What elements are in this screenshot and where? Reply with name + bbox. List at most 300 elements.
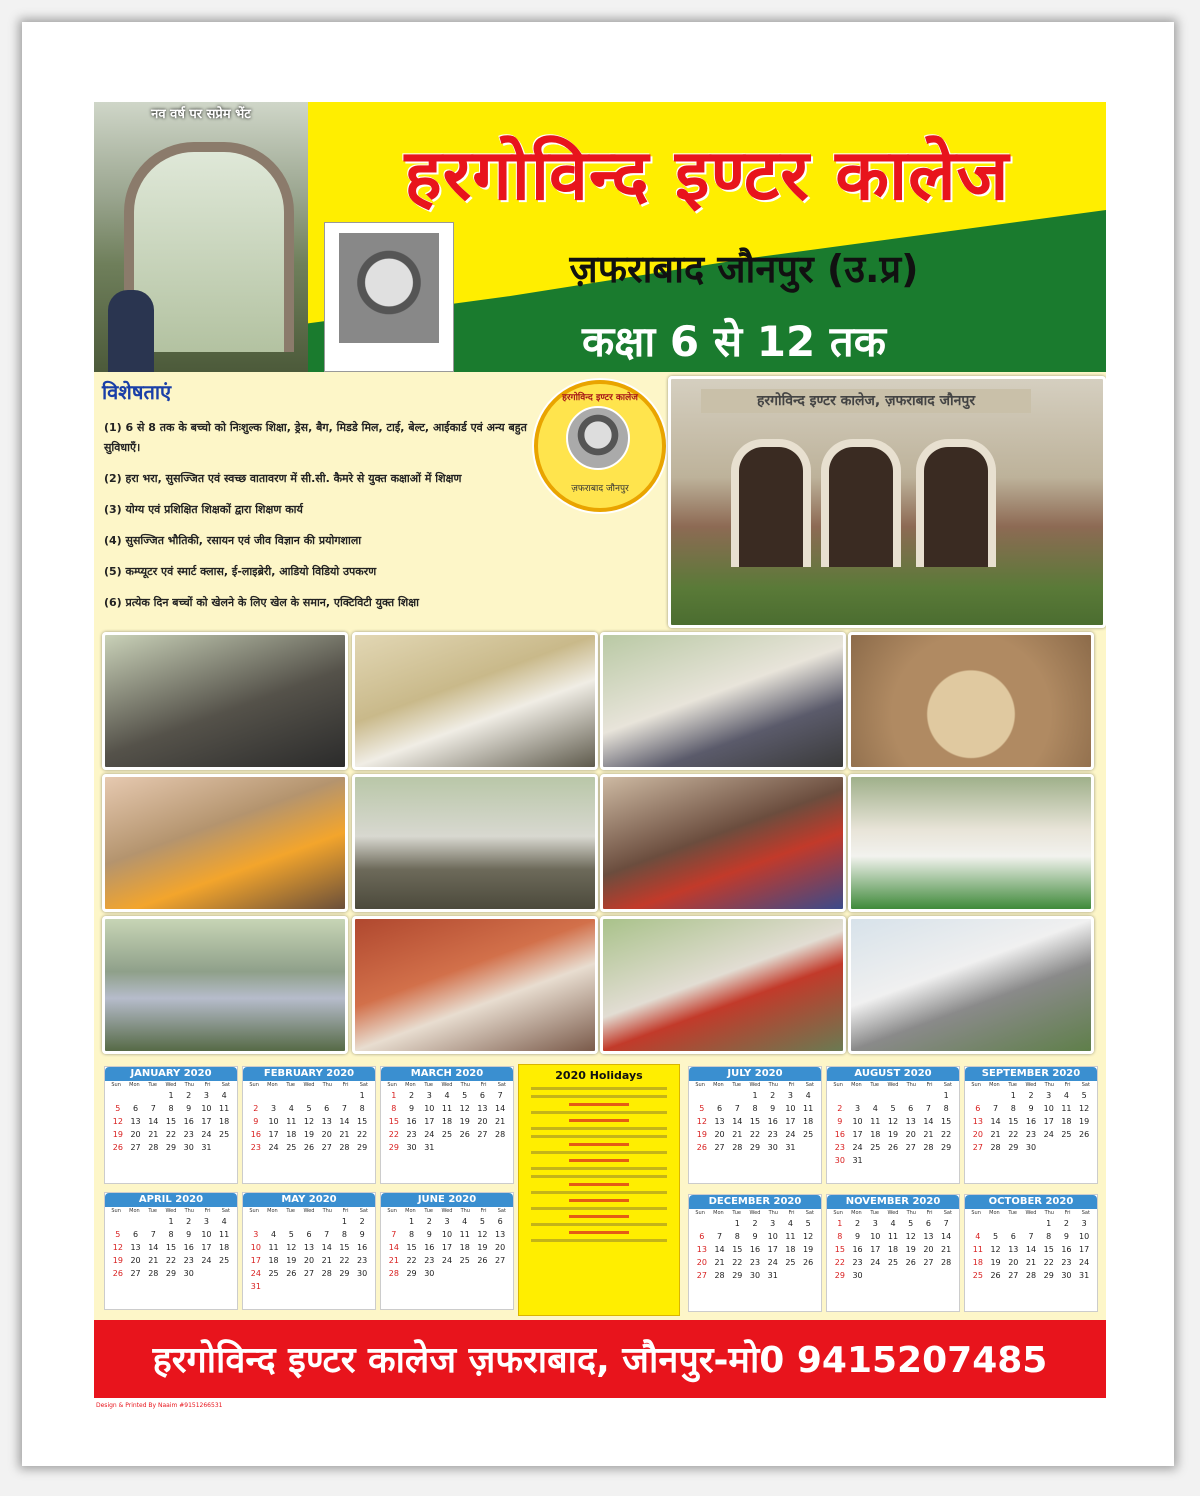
- day-number: 17: [852, 1130, 863, 1139]
- weekday-label: Fri: [926, 1082, 933, 1088]
- day-number: 4: [221, 1091, 227, 1100]
- day-number: 15: [732, 1245, 743, 1254]
- day-number: 19: [905, 1245, 916, 1254]
- day-number: 18: [459, 1243, 470, 1252]
- day-number: 11: [887, 1232, 899, 1241]
- day-number: 22: [1043, 1258, 1054, 1267]
- holiday-line: [531, 1151, 667, 1154]
- weekday-header: [381, 1081, 513, 1089]
- day-number: 19: [477, 1243, 488, 1252]
- weekday-label: Sun: [387, 1208, 397, 1214]
- day-number: 8: [943, 1104, 949, 1113]
- day-number: 25: [870, 1143, 881, 1152]
- day-number: 21: [1025, 1258, 1037, 1267]
- day-number: 28: [714, 1271, 725, 1280]
- day-number: 15: [1008, 1117, 1019, 1126]
- day-number: 4: [805, 1091, 811, 1100]
- day-number: 7: [150, 1230, 156, 1239]
- month-calendar: [964, 1194, 1098, 1312]
- day-number: 2: [770, 1091, 776, 1100]
- day-number: 21: [495, 1117, 506, 1126]
- month-calendar: [826, 1066, 960, 1184]
- weekday-label: Sat: [805, 1210, 814, 1216]
- day-number: 12: [112, 1117, 123, 1126]
- day-number: 11: [1061, 1104, 1072, 1113]
- day-number: 3: [253, 1230, 259, 1239]
- day-number: 12: [1079, 1104, 1090, 1113]
- day-number: 23: [424, 1256, 435, 1265]
- weekday-label: Wed: [887, 1082, 899, 1088]
- day-number: 25: [459, 1256, 470, 1265]
- day-number: 13: [495, 1230, 506, 1239]
- weekday-label: Thu: [906, 1082, 916, 1088]
- day-number: 7: [341, 1104, 347, 1113]
- empty-day: [318, 1091, 336, 1100]
- day-number: 20: [1008, 1258, 1019, 1267]
- day-number: 27: [495, 1256, 506, 1265]
- holiday-line: [569, 1183, 629, 1186]
- empty-day: [849, 1091, 867, 1100]
- weekday-label: Thu: [768, 1082, 778, 1088]
- day-number: 4: [221, 1217, 227, 1226]
- day-number: 7: [497, 1091, 503, 1100]
- day-number: 28: [388, 1269, 399, 1278]
- holiday-line: [531, 1239, 667, 1242]
- feature-item: (2) हरा भरा, सुसज्जित एवं स्वच्छ वातावरण में सी.सी. कैमरे से युक्त कक्षाओं में शिक्षण: [104, 472, 462, 485]
- day-number: 6: [133, 1104, 139, 1113]
- empty-day: [385, 1217, 403, 1226]
- day-number: 14: [321, 1243, 332, 1252]
- new-year-tagline: नव वर्ष पर सप्रेम भेंट: [151, 107, 251, 122]
- weekday-label: Tue: [148, 1082, 157, 1088]
- day-number: 21: [941, 1245, 952, 1254]
- day-number: 20: [696, 1258, 707, 1267]
- holiday-line: [531, 1175, 667, 1178]
- day-number: 18: [870, 1130, 881, 1139]
- empty-day: [336, 1091, 354, 1100]
- weekday-label: Fri: [788, 1082, 795, 1088]
- day-number: 17: [268, 1130, 279, 1139]
- day-number: 25: [1061, 1130, 1072, 1139]
- day-number: 31: [785, 1143, 796, 1152]
- class-range: कक्षा 6 से 12 तक: [582, 317, 886, 366]
- day-number: 26: [696, 1143, 707, 1152]
- weekday-label: Sun: [111, 1082, 121, 1088]
- month-name: AUGUST 2020: [827, 1067, 959, 1081]
- day-number: 6: [324, 1104, 330, 1113]
- college-location: ज़फराबाद जौनपुर (उ.प्र): [569, 247, 919, 291]
- day-number: 10: [424, 1104, 435, 1113]
- day-number: 5: [115, 1230, 121, 1239]
- day-number: 12: [459, 1104, 470, 1113]
- day-number: 19: [112, 1256, 123, 1265]
- day-grid: [243, 1215, 375, 1293]
- empty-day: [247, 1217, 265, 1226]
- day-number: 2: [359, 1217, 365, 1226]
- seal-portrait: [566, 406, 630, 470]
- day-number: 17: [767, 1245, 778, 1254]
- day-number: 9: [837, 1117, 843, 1126]
- day-number: 22: [357, 1130, 368, 1139]
- day-number: 24: [441, 1256, 453, 1265]
- day-number: 25: [286, 1143, 297, 1152]
- day-number: 27: [696, 1271, 707, 1280]
- empty-day: [884, 1091, 902, 1100]
- weekday-label: Tue: [424, 1082, 433, 1088]
- day-number: 21: [321, 1256, 332, 1265]
- day-number: 23: [183, 1130, 194, 1139]
- day-number: 11: [803, 1104, 814, 1113]
- weekday-label: Fri: [204, 1082, 211, 1088]
- day-number: 11: [286, 1117, 297, 1126]
- empty-day: [902, 1091, 920, 1100]
- day-number: 13: [303, 1243, 315, 1252]
- day-number: 5: [115, 1104, 121, 1113]
- day-number: 27: [321, 1143, 332, 1152]
- day-number: 3: [787, 1091, 793, 1100]
- day-number: 10: [268, 1117, 279, 1126]
- month-name: FEBRUARY 2020: [243, 1067, 375, 1081]
- day-number: 15: [388, 1117, 399, 1126]
- day-number: 15: [406, 1243, 417, 1252]
- day-number: 29: [1043, 1271, 1054, 1280]
- day-number: 7: [150, 1104, 156, 1113]
- holiday-list-panel: [518, 1064, 680, 1316]
- day-number: 7: [993, 1104, 999, 1113]
- day-number: 14: [495, 1104, 506, 1113]
- school-gate-photo: [94, 102, 308, 372]
- weekday-header: [965, 1081, 1097, 1089]
- holiday-line: [531, 1135, 667, 1138]
- day-number: 3: [1081, 1219, 1087, 1228]
- day-number: 1: [359, 1091, 365, 1100]
- holidays-title: 2020 Holidays: [555, 1069, 643, 1082]
- day-number: 18: [219, 1243, 230, 1252]
- day-number: 8: [359, 1104, 365, 1113]
- empty-day: [866, 1091, 884, 1100]
- day-number: 6: [1010, 1232, 1016, 1241]
- weekday-label: Wed: [303, 1208, 315, 1214]
- month-calendar: [104, 1192, 238, 1310]
- weekday-label: Fri: [342, 1082, 349, 1088]
- weekday-label: Mon: [989, 1082, 1000, 1088]
- day-number: 13: [972, 1117, 983, 1126]
- day-number: 24: [250, 1269, 261, 1278]
- day-number: 12: [905, 1232, 916, 1241]
- weekday-label: Fri: [480, 1208, 487, 1214]
- day-number: 21: [732, 1130, 743, 1139]
- empty-day: [144, 1217, 162, 1226]
- month-name: MARCH 2020: [381, 1067, 513, 1081]
- weekday-label: Wed: [1025, 1210, 1037, 1216]
- day-number: 3: [271, 1104, 277, 1113]
- day-number: 12: [286, 1243, 297, 1252]
- month-name: APRIL 2020: [105, 1193, 237, 1207]
- weekday-label: Tue: [870, 1082, 879, 1088]
- day-number: 11: [870, 1117, 881, 1126]
- day-grid: [965, 1217, 1097, 1282]
- weekday-label: Thu: [768, 1210, 778, 1216]
- day-number: 21: [388, 1256, 399, 1265]
- day-number: 26: [887, 1143, 899, 1152]
- empty-day: [1004, 1219, 1022, 1228]
- day-number: 16: [357, 1243, 368, 1252]
- gallery-photo: [352, 916, 598, 1054]
- day-number: 13: [696, 1245, 707, 1254]
- weekday-label: Sun: [387, 1082, 397, 1088]
- day-number: 18: [1061, 1117, 1072, 1126]
- day-number: 30: [1061, 1271, 1072, 1280]
- empty-day: [282, 1217, 300, 1226]
- weekday-label: Sat: [221, 1208, 230, 1214]
- day-number: 31: [201, 1143, 212, 1152]
- empty-day: [987, 1091, 1005, 1100]
- weekday-label: Thu: [184, 1082, 194, 1088]
- building-arch: [731, 439, 811, 567]
- weekday-label: Thu: [460, 1208, 470, 1214]
- day-number: 28: [148, 1143, 159, 1152]
- weekday-label: Thu: [322, 1208, 332, 1214]
- day-number: 2: [186, 1217, 192, 1226]
- day-number: 12: [696, 1117, 707, 1126]
- holiday-line: [569, 1215, 629, 1218]
- print-credit: Design & Printed By Naaim #9151266531: [96, 1402, 223, 1409]
- day-number: 6: [479, 1091, 485, 1100]
- empty-day: [282, 1091, 300, 1100]
- day-number: 13: [1008, 1245, 1019, 1254]
- day-number: 21: [148, 1130, 159, 1139]
- month-calendar: [964, 1066, 1098, 1184]
- day-number: 21: [990, 1130, 1001, 1139]
- day-number: 26: [905, 1258, 916, 1267]
- day-number: 30: [357, 1269, 368, 1278]
- day-number: 24: [201, 1130, 212, 1139]
- day-number: 23: [183, 1256, 194, 1265]
- day-number: 12: [477, 1230, 488, 1239]
- day-number: 17: [1043, 1117, 1054, 1126]
- weekday-label: Sat: [943, 1082, 952, 1088]
- college-building-photo: [668, 376, 1106, 628]
- gallery-photo: [102, 774, 348, 912]
- weekday-label: Wed: [887, 1210, 899, 1216]
- feature-item: (5) कम्प्यूटर एवं स्मार्ट क्लास, ई-लाइब्रेरी, आडियो विडियो उपकरण: [104, 565, 377, 578]
- weekday-label: Sat: [497, 1208, 506, 1214]
- weekday-label: Thu: [460, 1082, 470, 1088]
- day-number: 7: [1028, 1232, 1034, 1241]
- day-number: 12: [803, 1232, 814, 1241]
- weekday-label: Mon: [851, 1210, 862, 1216]
- weekday-header: [105, 1207, 237, 1215]
- day-number: 23: [767, 1130, 778, 1139]
- weekday-label: Fri: [204, 1208, 211, 1214]
- day-number: 25: [972, 1271, 983, 1280]
- day-number: 3: [203, 1091, 209, 1100]
- empty-day: [265, 1091, 283, 1100]
- empty-day: [109, 1217, 127, 1226]
- day-number: 6: [133, 1230, 139, 1239]
- day-number: 6: [975, 1104, 981, 1113]
- day-number: 12: [990, 1245, 1001, 1254]
- day-number: 30: [834, 1156, 845, 1165]
- weekday-label: Fri: [480, 1082, 487, 1088]
- weekday-label: Mon: [405, 1208, 416, 1214]
- day-number: 18: [441, 1117, 453, 1126]
- day-number: 6: [497, 1217, 503, 1226]
- day-number: 1: [752, 1091, 758, 1100]
- day-number: 4: [444, 1091, 450, 1100]
- day-number: 20: [130, 1256, 141, 1265]
- day-number: 27: [303, 1269, 315, 1278]
- month-name: SEPTEMBER 2020: [965, 1067, 1097, 1081]
- day-grid: [105, 1215, 237, 1280]
- day-number: 26: [112, 1269, 123, 1278]
- day-number: 12: [303, 1117, 315, 1126]
- day-number: 19: [112, 1130, 123, 1139]
- month-calendar: [380, 1192, 514, 1310]
- holiday-line: [531, 1191, 667, 1194]
- day-number: 19: [803, 1245, 814, 1254]
- weekday-label: Mon: [267, 1082, 278, 1088]
- empty-day: [728, 1091, 746, 1100]
- empty-day: [300, 1217, 318, 1226]
- day-number: 29: [165, 1269, 177, 1278]
- day-number: 16: [749, 1245, 761, 1254]
- day-number: 25: [803, 1130, 814, 1139]
- day-number: 29: [834, 1271, 845, 1280]
- day-number: 4: [1063, 1091, 1069, 1100]
- weekday-label: Mon: [129, 1208, 140, 1214]
- day-number: 10: [250, 1243, 261, 1252]
- day-number: 17: [441, 1243, 453, 1252]
- day-number: 6: [699, 1232, 705, 1241]
- empty-day: [144, 1091, 162, 1100]
- empty-day: [711, 1091, 729, 1100]
- day-number: 7: [391, 1230, 397, 1239]
- weekday-label: Tue: [1008, 1082, 1017, 1088]
- day-number: 19: [696, 1130, 707, 1139]
- month-calendar: [242, 1192, 376, 1310]
- day-number: 6: [717, 1104, 723, 1113]
- day-number: 5: [805, 1219, 811, 1228]
- day-number: 19: [286, 1256, 297, 1265]
- day-number: 3: [203, 1217, 209, 1226]
- feature-item: (1) 6 से 8 तक के बच्चो को निःशुल्क शिक्षा, ड्रेस, बैग, मिडडे मिल, टाई, बेल्ट, आईकार्ड एवं अन्य बहुत सुविधाएँ।: [104, 421, 527, 454]
- weekday-label: Tue: [732, 1082, 741, 1088]
- day-number: 10: [870, 1232, 881, 1241]
- day-number: 2: [1028, 1091, 1034, 1100]
- day-number: 28: [941, 1258, 952, 1267]
- day-number: 14: [923, 1117, 934, 1126]
- weekday-label: Thu: [184, 1208, 194, 1214]
- day-number: 18: [286, 1130, 297, 1139]
- day-number: 11: [268, 1243, 279, 1252]
- day-number: 30: [767, 1143, 778, 1152]
- weekday-header: [243, 1081, 375, 1089]
- day-number: 10: [441, 1230, 453, 1239]
- month-name: JULY 2020: [689, 1067, 821, 1081]
- day-number: 9: [752, 1232, 758, 1241]
- day-number: 10: [767, 1232, 778, 1241]
- day-number: 16: [183, 1117, 194, 1126]
- holiday-line: [531, 1087, 667, 1090]
- day-number: 1: [341, 1217, 347, 1226]
- weekday-label: Sat: [221, 1082, 230, 1088]
- empty-day: [127, 1091, 145, 1100]
- day-number: 30: [424, 1269, 435, 1278]
- building-sign: हरगोविन्द इण्टर कालेज, ज़फराबाद जौनपुर: [701, 389, 1031, 413]
- day-number: 30: [406, 1143, 417, 1152]
- day-number: 18: [803, 1117, 814, 1126]
- day-number: 20: [923, 1245, 934, 1254]
- day-number: 24: [767, 1258, 778, 1267]
- weekday-label: Tue: [148, 1208, 157, 1214]
- day-number: 7: [734, 1104, 740, 1113]
- day-number: 16: [852, 1245, 863, 1254]
- day-number: 25: [887, 1258, 899, 1267]
- weekday-label: Fri: [788, 1210, 795, 1216]
- day-number: 24: [785, 1130, 796, 1139]
- seal-bottom-text: ज़फराबाद जौनपुर: [571, 484, 629, 494]
- day-number: 2: [409, 1091, 415, 1100]
- weekday-label: Tue: [1008, 1210, 1017, 1216]
- weekday-label: Mon: [851, 1082, 862, 1088]
- weekday-label: Mon: [405, 1082, 416, 1088]
- weekday-label: Thu: [322, 1082, 332, 1088]
- empty-day: [1022, 1219, 1040, 1228]
- day-number: 23: [357, 1256, 368, 1265]
- day-number: 20: [477, 1117, 488, 1126]
- day-number: 1: [1046, 1219, 1052, 1228]
- weekday-header: [243, 1207, 375, 1215]
- weekday-label: Tue: [424, 1208, 433, 1214]
- day-number: 4: [288, 1104, 294, 1113]
- day-number: 15: [834, 1245, 845, 1254]
- month-name: JANUARY 2020: [105, 1067, 237, 1081]
- day-number: 13: [714, 1117, 725, 1126]
- day-number: 25: [219, 1130, 230, 1139]
- day-number: 2: [1063, 1219, 1069, 1228]
- day-number: 30: [183, 1269, 194, 1278]
- day-number: 14: [339, 1117, 350, 1126]
- day-number: 1: [391, 1091, 397, 1100]
- day-number: 17: [870, 1245, 881, 1254]
- day-number: 23: [406, 1130, 417, 1139]
- day-number: 16: [250, 1130, 261, 1139]
- holiday-line: [569, 1199, 629, 1202]
- day-grid: [381, 1215, 513, 1280]
- weekday-label: Fri: [342, 1208, 349, 1214]
- day-number: 26: [459, 1130, 470, 1139]
- day-number: 22: [749, 1130, 761, 1139]
- day-number: 14: [1025, 1245, 1037, 1254]
- feature-item: (3) योग्य एवं प्रशिक्षित शिक्षकों द्वारा शिक्षण कार्य: [104, 503, 303, 516]
- day-number: 23: [749, 1258, 761, 1267]
- day-number: 22: [339, 1256, 350, 1265]
- footer-contact: हरगोविन्द इण्टर कालेज ज़फराबाद, जौनपुर-मो0 9415207485: [152, 1340, 1048, 1381]
- day-number: 28: [339, 1143, 350, 1152]
- weekday-label: Sat: [943, 1210, 952, 1216]
- day-number: 20: [905, 1130, 916, 1139]
- weekday-header: [965, 1209, 1097, 1217]
- day-number: 23: [250, 1143, 261, 1152]
- day-number: 26: [1079, 1130, 1090, 1139]
- empty-day: [711, 1219, 729, 1228]
- day-number: 9: [359, 1230, 365, 1239]
- day-number: 2: [186, 1091, 192, 1100]
- day-number: 13: [477, 1104, 488, 1113]
- day-number: 16: [834, 1130, 845, 1139]
- day-grid: [381, 1089, 513, 1154]
